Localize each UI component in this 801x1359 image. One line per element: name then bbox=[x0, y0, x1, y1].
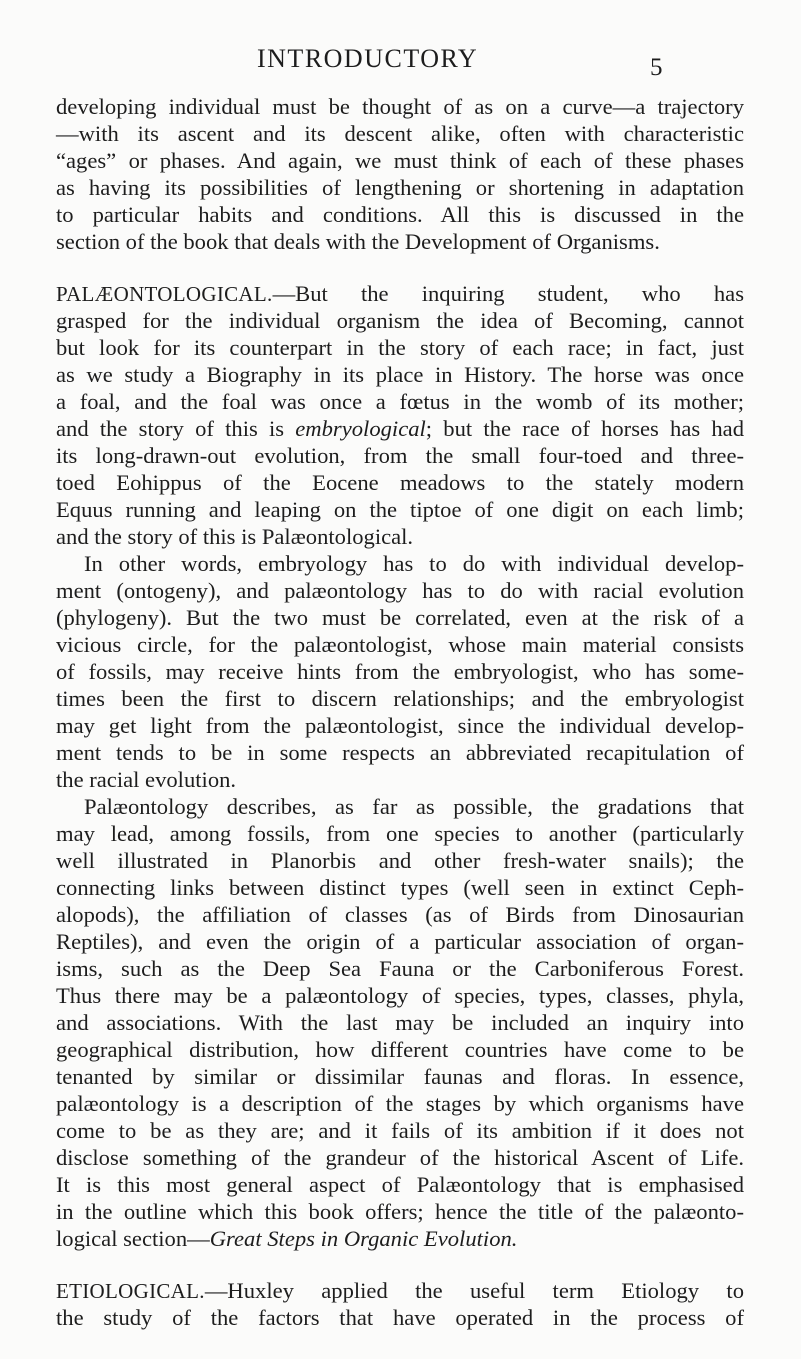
text-line: Thus there may be a palæontology of species, types, classes, phyla, bbox=[56, 983, 744, 1008]
italic-term-embryological: embryological bbox=[295, 416, 426, 441]
text-line: as having its possibilities of lengthening or shortening in adaptation bbox=[56, 175, 744, 200]
text-line: may get light from the palæontologist, since the individual develop- bbox=[56, 713, 744, 738]
text-line: connecting links between distinct types (well seen in extinct Ceph- bbox=[56, 875, 744, 900]
text-line: —with its ascent and its descent alike, often with characteristic bbox=[56, 121, 744, 146]
text-line: the racial evolution. bbox=[56, 767, 237, 792]
text-line: and the story of this is Palæontological. bbox=[56, 524, 414, 549]
text-line: its long-drawn-out evolution, from the small four-toed and three- bbox=[56, 443, 744, 468]
text-fragment: —Huxley applied the useful term Etiology to bbox=[204, 1278, 744, 1303]
section-heading-etiological: ETIOLOGICAL. bbox=[56, 1279, 205, 1303]
paragraph-ontogeny-phylogeny bbox=[56, 550, 744, 793]
text-line: In other words, embryology has to do with individual develop- bbox=[84, 551, 744, 576]
italic-title-great-steps: Great Steps in Organic Evolution. bbox=[209, 1226, 518, 1251]
page-number: 5 bbox=[650, 54, 663, 81]
text-line: disclose something of the grandeur of the historical Ascent of Life. bbox=[56, 1145, 744, 1170]
text-line: of fossils, may receive hints from the embryologist, who has some- bbox=[56, 659, 744, 684]
text-line: a foal, and the foal was once a fœtus in the womb of its mother; bbox=[56, 389, 744, 414]
body-text bbox=[56, 93, 744, 1331]
text-line bbox=[56, 280, 744, 307]
text-line: to particular habits and conditions. All this is discussed in the bbox=[56, 202, 744, 227]
text-fragment: logical section— bbox=[56, 1226, 210, 1251]
text-line: and associations. With the last may be included an inquiry into bbox=[56, 1010, 744, 1035]
text-fragment: and the story of this is bbox=[56, 416, 296, 441]
text-fragment: ; but the race of horses has had bbox=[425, 416, 744, 441]
text-line: toed Eohippus of the Eocene meadows to the stately modern bbox=[56, 470, 744, 495]
text-line: (phylogeny). But the two must be correlated, even at the risk of a bbox=[56, 605, 744, 630]
text-line: ment tends to be in some respects an abbreviated recapitulation of bbox=[56, 740, 744, 765]
text-line: palæontology is a description of the stages by which organisms have bbox=[56, 1091, 744, 1116]
text-line: “ages” or phases. And again, we must think of each of these phases bbox=[56, 148, 744, 173]
paragraph-palaeontology-describes bbox=[56, 793, 744, 1252]
text-line: the study of the factors that have operated in the process of bbox=[56, 1305, 744, 1330]
text-fragment: —But the inquiring student, who has bbox=[272, 281, 744, 306]
text-line: developing individual must be thought of as on a curve—a trajectory bbox=[56, 94, 744, 119]
text-line: ment (ontogeny), and palæontology has to do with racial evolution bbox=[56, 578, 744, 603]
text-line: well illustrated in Planorbis and other fresh-water snails); the bbox=[56, 848, 744, 873]
paragraph-etiological bbox=[56, 1277, 744, 1331]
text-line: vicious circle, for the palæontologist, whose main material consists bbox=[56, 632, 744, 657]
running-head-title: INTRODUCTORY bbox=[257, 44, 479, 73]
text-line: but look for its counterpart in the story of each race; in fact, just bbox=[56, 335, 744, 360]
text-line: may lead, among fossils, from one species to another (particularly bbox=[56, 821, 744, 846]
text-line: isms, such as the Deep Sea Fauna or the Carboniferous Forest. bbox=[56, 956, 744, 981]
text-line: in the outline which this book offers; hence the title of the palæonto- bbox=[56, 1199, 744, 1224]
text-line: come to be as they are; and it fails of its ambition if it does not bbox=[56, 1118, 744, 1143]
text-line: Equus running and leaping on the tiptoe of one digit on each limb; bbox=[56, 497, 744, 522]
text-line bbox=[56, 415, 744, 442]
text-line: It is this most general aspect of Palæontology that is emphasised bbox=[56, 1172, 744, 1197]
paragraph-development bbox=[56, 93, 744, 255]
text-line: section of the book that deals with the Development of Organisms. bbox=[56, 229, 660, 254]
text-line: Palæontology describes, as far as possible, the gradations that bbox=[84, 794, 744, 819]
text-line: tenanted by similar or dissimilar faunas and floras. In essence, bbox=[56, 1064, 744, 1089]
paragraph-palaeontological bbox=[56, 280, 744, 550]
text-line: Reptiles), and even the origin of a particular association of organ- bbox=[56, 929, 744, 954]
text-line: as we study a Biography in its place in History. The horse was once bbox=[56, 362, 744, 387]
text-line: grasped for the individual organism the idea of Becoming, cannot bbox=[56, 308, 744, 333]
text-line bbox=[56, 1225, 744, 1252]
text-line: geographical distribution, how different countries have come to be bbox=[56, 1037, 744, 1062]
section-heading-palaeontological: PALÆONTOLOGICAL. bbox=[56, 282, 273, 306]
text-line: alopods), the affiliation of classes (as of Birds from Dinosaurian bbox=[56, 902, 744, 927]
text-line bbox=[56, 1277, 744, 1304]
text-line: times been the first to discern relationships; and the embryologist bbox=[56, 686, 744, 711]
